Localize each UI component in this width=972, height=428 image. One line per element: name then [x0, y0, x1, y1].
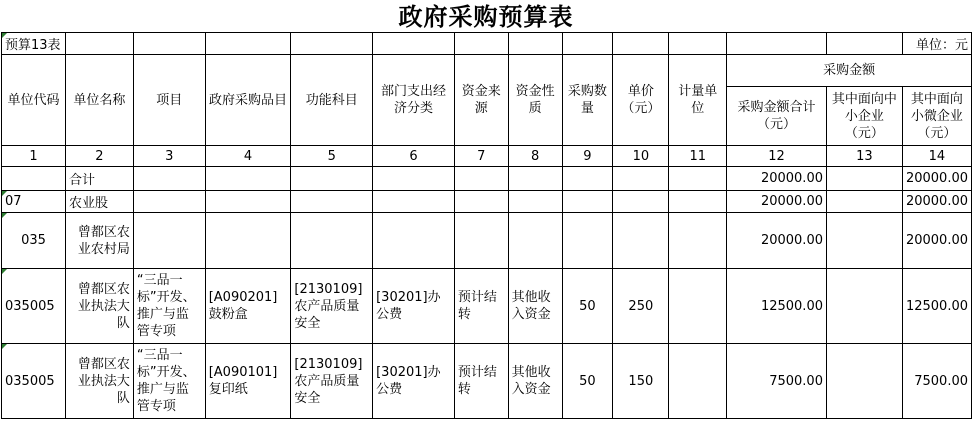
cell-micro: 20000.00 [902, 167, 971, 191]
col-number-row [2, 146, 972, 167]
col-number: 8 [508, 146, 562, 167]
col-number: 6 [373, 146, 455, 167]
cell-qty [562, 167, 613, 191]
cell-price [613, 191, 669, 213]
cell-sme [826, 344, 902, 419]
cell-code: 035 [2, 213, 66, 269]
cell-qty [562, 213, 613, 269]
cell-sme [826, 167, 902, 191]
cell-name: 曾都区农业执法大队 [65, 344, 133, 419]
cell-sme [826, 191, 902, 213]
cell-measure [669, 167, 727, 191]
cell-qty: 50 [562, 344, 613, 419]
cell-econ [373, 213, 455, 269]
page-title: 政府采购预算表 [398, 3, 574, 31]
header-amount-total: 采购金额合计（元） [727, 87, 827, 146]
header-qty: 采购数量 [562, 55, 613, 146]
cell-total: 20000.00 [727, 191, 827, 213]
cell-source [454, 213, 508, 269]
cell-project [133, 191, 205, 213]
cell-micro: 20000.00 [902, 191, 971, 213]
cell-item: [A090201]鼓粉盒 [205, 269, 291, 344]
cell-source [454, 167, 508, 191]
cell-price: 250 [613, 269, 669, 344]
cell-code: 035005 [2, 269, 66, 344]
cell-item: [A090101]复印纸 [205, 344, 291, 419]
header-func: 功能科目 [291, 55, 373, 146]
header-unit-name: 单位名称 [65, 55, 133, 146]
header-econ: 部门支出经济分类 [373, 55, 455, 146]
header-unit-code: 单位代码 [2, 55, 66, 146]
cell-sme [826, 269, 902, 344]
cell-total: 20000.00 [727, 213, 827, 269]
cell-name: 曾都区农业农村局 [65, 213, 133, 269]
cell-qty [562, 191, 613, 213]
cell-project: “三品一标”开发、推广与监管专项 [133, 344, 205, 419]
cell-project: “三品一标”开发、推广与监管专项 [133, 269, 205, 344]
cell-item [205, 167, 291, 191]
cell-code: 07 [2, 191, 66, 213]
header-measure: 计量单位 [669, 55, 727, 146]
header-item: 政府采购品目 [205, 55, 291, 146]
table-row [2, 213, 972, 269]
cell-measure [669, 344, 727, 419]
cell-name: 曾都区农业执法大队 [65, 269, 133, 344]
meta-row [2, 33, 972, 55]
cell-econ: [30201]办公费 [373, 269, 455, 344]
col-number: 7 [454, 146, 508, 167]
cell-total: 12500.00 [727, 269, 827, 344]
col-number: 4 [205, 146, 291, 167]
col-number: 11 [669, 146, 727, 167]
cell-item [205, 213, 291, 269]
cell-micro: 12500.00 [902, 269, 971, 344]
cell-qty: 50 [562, 269, 613, 344]
table-id: 预算13表 [2, 33, 66, 55]
cell-econ [373, 191, 455, 213]
col-number: 13 [826, 146, 902, 167]
cell-price: 150 [613, 344, 669, 419]
cell-micro: 20000.00 [902, 213, 971, 269]
header-project: 项目 [133, 55, 205, 146]
cell-nature [508, 213, 562, 269]
cell-source: 预计结转 [454, 269, 508, 344]
header-fund-source: 资金来源 [454, 55, 508, 146]
col-number: 1 [2, 146, 66, 167]
cell-name: 农业股 [65, 191, 133, 213]
header-micro: 其中面向小微企业（元） [902, 87, 971, 146]
col-number: 3 [133, 146, 205, 167]
cell-project [133, 167, 205, 191]
table-row [2, 191, 972, 213]
table-row [2, 167, 972, 191]
cell-econ: [30201]办公费 [373, 344, 455, 419]
budget-table [1, 32, 972, 419]
unit-label: 单位：元 [902, 33, 971, 55]
cell-source: 预计结转 [454, 344, 508, 419]
col-number: 14 [902, 146, 971, 167]
header-amount-group: 采购金额 [727, 55, 972, 87]
cell-func: [2130109]农产品质量安全 [291, 344, 373, 419]
header-price: 单价（元） [613, 55, 669, 146]
cell-nature [508, 167, 562, 191]
cell-total: 7500.00 [727, 344, 827, 419]
cell-source [454, 191, 508, 213]
cell-measure [669, 213, 727, 269]
cell-total: 20000.00 [727, 167, 827, 191]
col-number: 2 [65, 146, 133, 167]
cell-code: 035005 [2, 344, 66, 419]
cell-func [291, 213, 373, 269]
cell-nature: 其他收入资金 [508, 269, 562, 344]
cell-econ [373, 167, 455, 191]
cell-sme [826, 213, 902, 269]
cell-code [2, 167, 66, 191]
header-fund-nature: 资金性质 [508, 55, 562, 146]
cell-item [205, 191, 291, 213]
col-number: 12 [727, 146, 827, 167]
cell-price [613, 167, 669, 191]
col-number: 5 [291, 146, 373, 167]
cell-func [291, 191, 373, 213]
table-row [2, 344, 972, 419]
cell-measure [669, 191, 727, 213]
cell-project [133, 213, 205, 269]
table-row [2, 269, 972, 344]
header-row-1 [2, 55, 972, 87]
col-number: 9 [562, 146, 613, 167]
cell-micro: 7500.00 [902, 344, 971, 419]
cell-measure [669, 269, 727, 344]
header-sme: 其中面向中小企业（元） [826, 87, 902, 146]
col-number: 10 [613, 146, 669, 167]
cell-price [613, 213, 669, 269]
cell-func [291, 167, 373, 191]
cell-name: 合计 [65, 167, 133, 191]
cell-nature: 其他收入资金 [508, 344, 562, 419]
cell-nature [508, 191, 562, 213]
cell-func: [2130109]农产品质量安全 [291, 269, 373, 344]
